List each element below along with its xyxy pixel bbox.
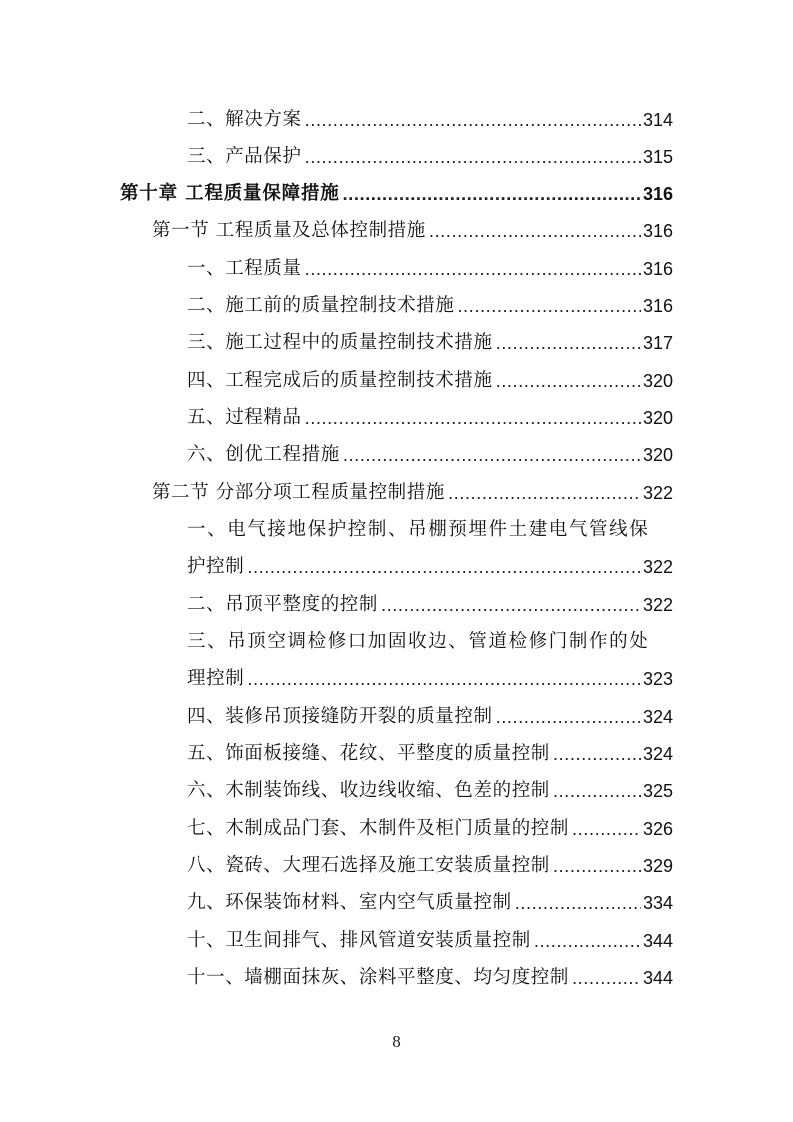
- toc-leader-dots: [496, 329, 641, 357]
- toc-entry-page: 317: [642, 333, 673, 353]
- toc-entry: [187, 329, 673, 357]
- toc-entry: [187, 441, 673, 469]
- toc-entry-page: 316: [642, 259, 673, 279]
- toc-entry: [187, 777, 673, 805]
- toc-entry-page: 316: [642, 296, 673, 316]
- toc-entry-page: 314: [642, 110, 673, 130]
- toc-leader-dots: [381, 591, 641, 619]
- toc-leader-dots: [496, 367, 641, 395]
- toc-leader-dots: [534, 927, 641, 955]
- toc-entry-label: 第一节 工程质量及总体控制措施: [152, 220, 426, 241]
- toc-entry-label: 九、环保装饰材料、室内空气质量控制: [187, 892, 512, 913]
- toc-leader-dots: [305, 106, 641, 134]
- toc-section-entry: [152, 217, 673, 245]
- toc-entry-label: 第十章 工程质量保障措施: [120, 183, 340, 204]
- toc-entry: [187, 927, 673, 955]
- toc-leader-dots: [305, 404, 641, 432]
- toc-entry-label: 一、电气接地保护控制、吊棚预埋件土建电气管线保: [187, 519, 650, 540]
- toc-entry-label: 十一、墙棚面抹灰、涂料平整度、均匀度控制: [187, 967, 570, 988]
- toc-entry-label: 二、施工前的质量控制技术措施: [187, 295, 455, 316]
- page-number: 8: [392, 1032, 401, 1051]
- toc-entry-label: 二、吊顶平整度的控制: [187, 594, 379, 615]
- toc-leader-dots: [496, 703, 641, 731]
- toc-entry-page: 322: [642, 483, 673, 503]
- toc-entry-label: 五、饰面板接缝、花纹、平整度的质量控制: [187, 743, 550, 764]
- toc-entry: [187, 591, 673, 619]
- toc-entry-label: 三、产品保护: [187, 146, 302, 167]
- toc-entry: [187, 889, 673, 917]
- toc-entry-label: 护控制: [187, 556, 245, 577]
- toc-entry-page: 326: [642, 819, 673, 839]
- toc-section-entry: [152, 479, 673, 507]
- toc-entry: [187, 815, 673, 843]
- toc-entry: [187, 292, 673, 320]
- toc-leader-dots: [429, 217, 641, 245]
- toc-leader-dots: [553, 740, 641, 768]
- toc-leader-dots: [448, 479, 641, 507]
- toc-entry-label: 六、木制装饰线、收边线收缩、色差的控制: [187, 780, 550, 801]
- toc-leader-dots: [457, 292, 641, 320]
- toc-leader-dots: [305, 255, 641, 283]
- toc-entry-page: 334: [642, 893, 673, 913]
- toc-entry-label: 三、施工过程中的质量控制技术措施: [187, 332, 493, 353]
- toc-entry-page: 316: [642, 184, 673, 204]
- toc-entry-page: 320: [642, 445, 673, 465]
- toc-entry: [187, 404, 673, 432]
- toc-leader-dots: [343, 441, 641, 469]
- toc-leader-dots: [515, 889, 641, 917]
- toc-entry-page: 322: [642, 595, 673, 615]
- toc-entry-label: 二、解决方案: [187, 109, 302, 130]
- toc-entry-label: 四、装修吊顶接缝防开裂的质量控制: [187, 706, 493, 727]
- toc-leader-dots: [305, 143, 641, 171]
- toc-entry-label: 七、木制成品门套、木制件及柜门质量的控制: [187, 818, 570, 839]
- toc-entry: [187, 740, 673, 768]
- toc-entry-label: 八、瓷砖、大理石选择及施工安装质量控制: [187, 855, 550, 876]
- toc-entry-first-line: [187, 516, 673, 544]
- toc-entry-label: 四、工程完成后的质量控制技术措施: [187, 370, 493, 391]
- toc-entry-page: 322: [642, 557, 673, 577]
- toc-entry: [187, 367, 673, 395]
- toc-entry-page: 323: [642, 669, 673, 689]
- toc-entry: [187, 143, 673, 171]
- toc-leader-dots: [343, 180, 641, 208]
- toc-entry: [187, 106, 673, 134]
- toc-entry-page: 324: [642, 707, 673, 727]
- toc-entry-page: 325: [642, 781, 673, 801]
- toc-entry: [187, 852, 673, 880]
- toc-entry-continuation: [187, 665, 673, 693]
- toc-entry-label: 十、卫生间排气、排风管道安装质量控制: [187, 930, 531, 951]
- toc-entry-page: 324: [642, 744, 673, 764]
- toc-entry-page: 316: [642, 221, 673, 241]
- toc-entry-page: 320: [642, 408, 673, 428]
- toc-entry: [187, 255, 673, 283]
- toc-entry: [187, 703, 673, 731]
- toc-entry-first-line: [187, 628, 673, 656]
- toc-leader-dots: [247, 665, 641, 693]
- toc-leader-dots: [572, 964, 641, 992]
- toc-entry-label: 五、过程精品: [187, 407, 302, 428]
- toc-entry-label: 一、工程质量: [187, 258, 302, 279]
- toc-leader-dots: [247, 553, 641, 581]
- toc-entry-label: 理控制: [187, 668, 245, 689]
- toc-entry-page: 344: [642, 968, 673, 988]
- toc-entry: [187, 964, 673, 992]
- toc-chapter-entry: [120, 180, 673, 208]
- toc-entry-label: 三、吊顶空调检修口加固收边、管道检修门制作的处: [187, 631, 650, 652]
- toc-entry-page: 329: [642, 856, 673, 876]
- toc-entry-label: 六、创优工程措施: [187, 444, 340, 465]
- toc-entry-page: 344: [642, 931, 673, 951]
- toc-entry-page: 315: [642, 147, 673, 167]
- toc-leader-dots: [572, 815, 641, 843]
- toc-entry-continuation: [187, 553, 673, 581]
- toc-leader-dots: [553, 852, 641, 880]
- toc-entry-page: 320: [642, 371, 673, 391]
- toc-entry-label: 第二节 分部分项工程质量控制措施: [152, 482, 445, 503]
- toc-leader-dots: [553, 777, 641, 805]
